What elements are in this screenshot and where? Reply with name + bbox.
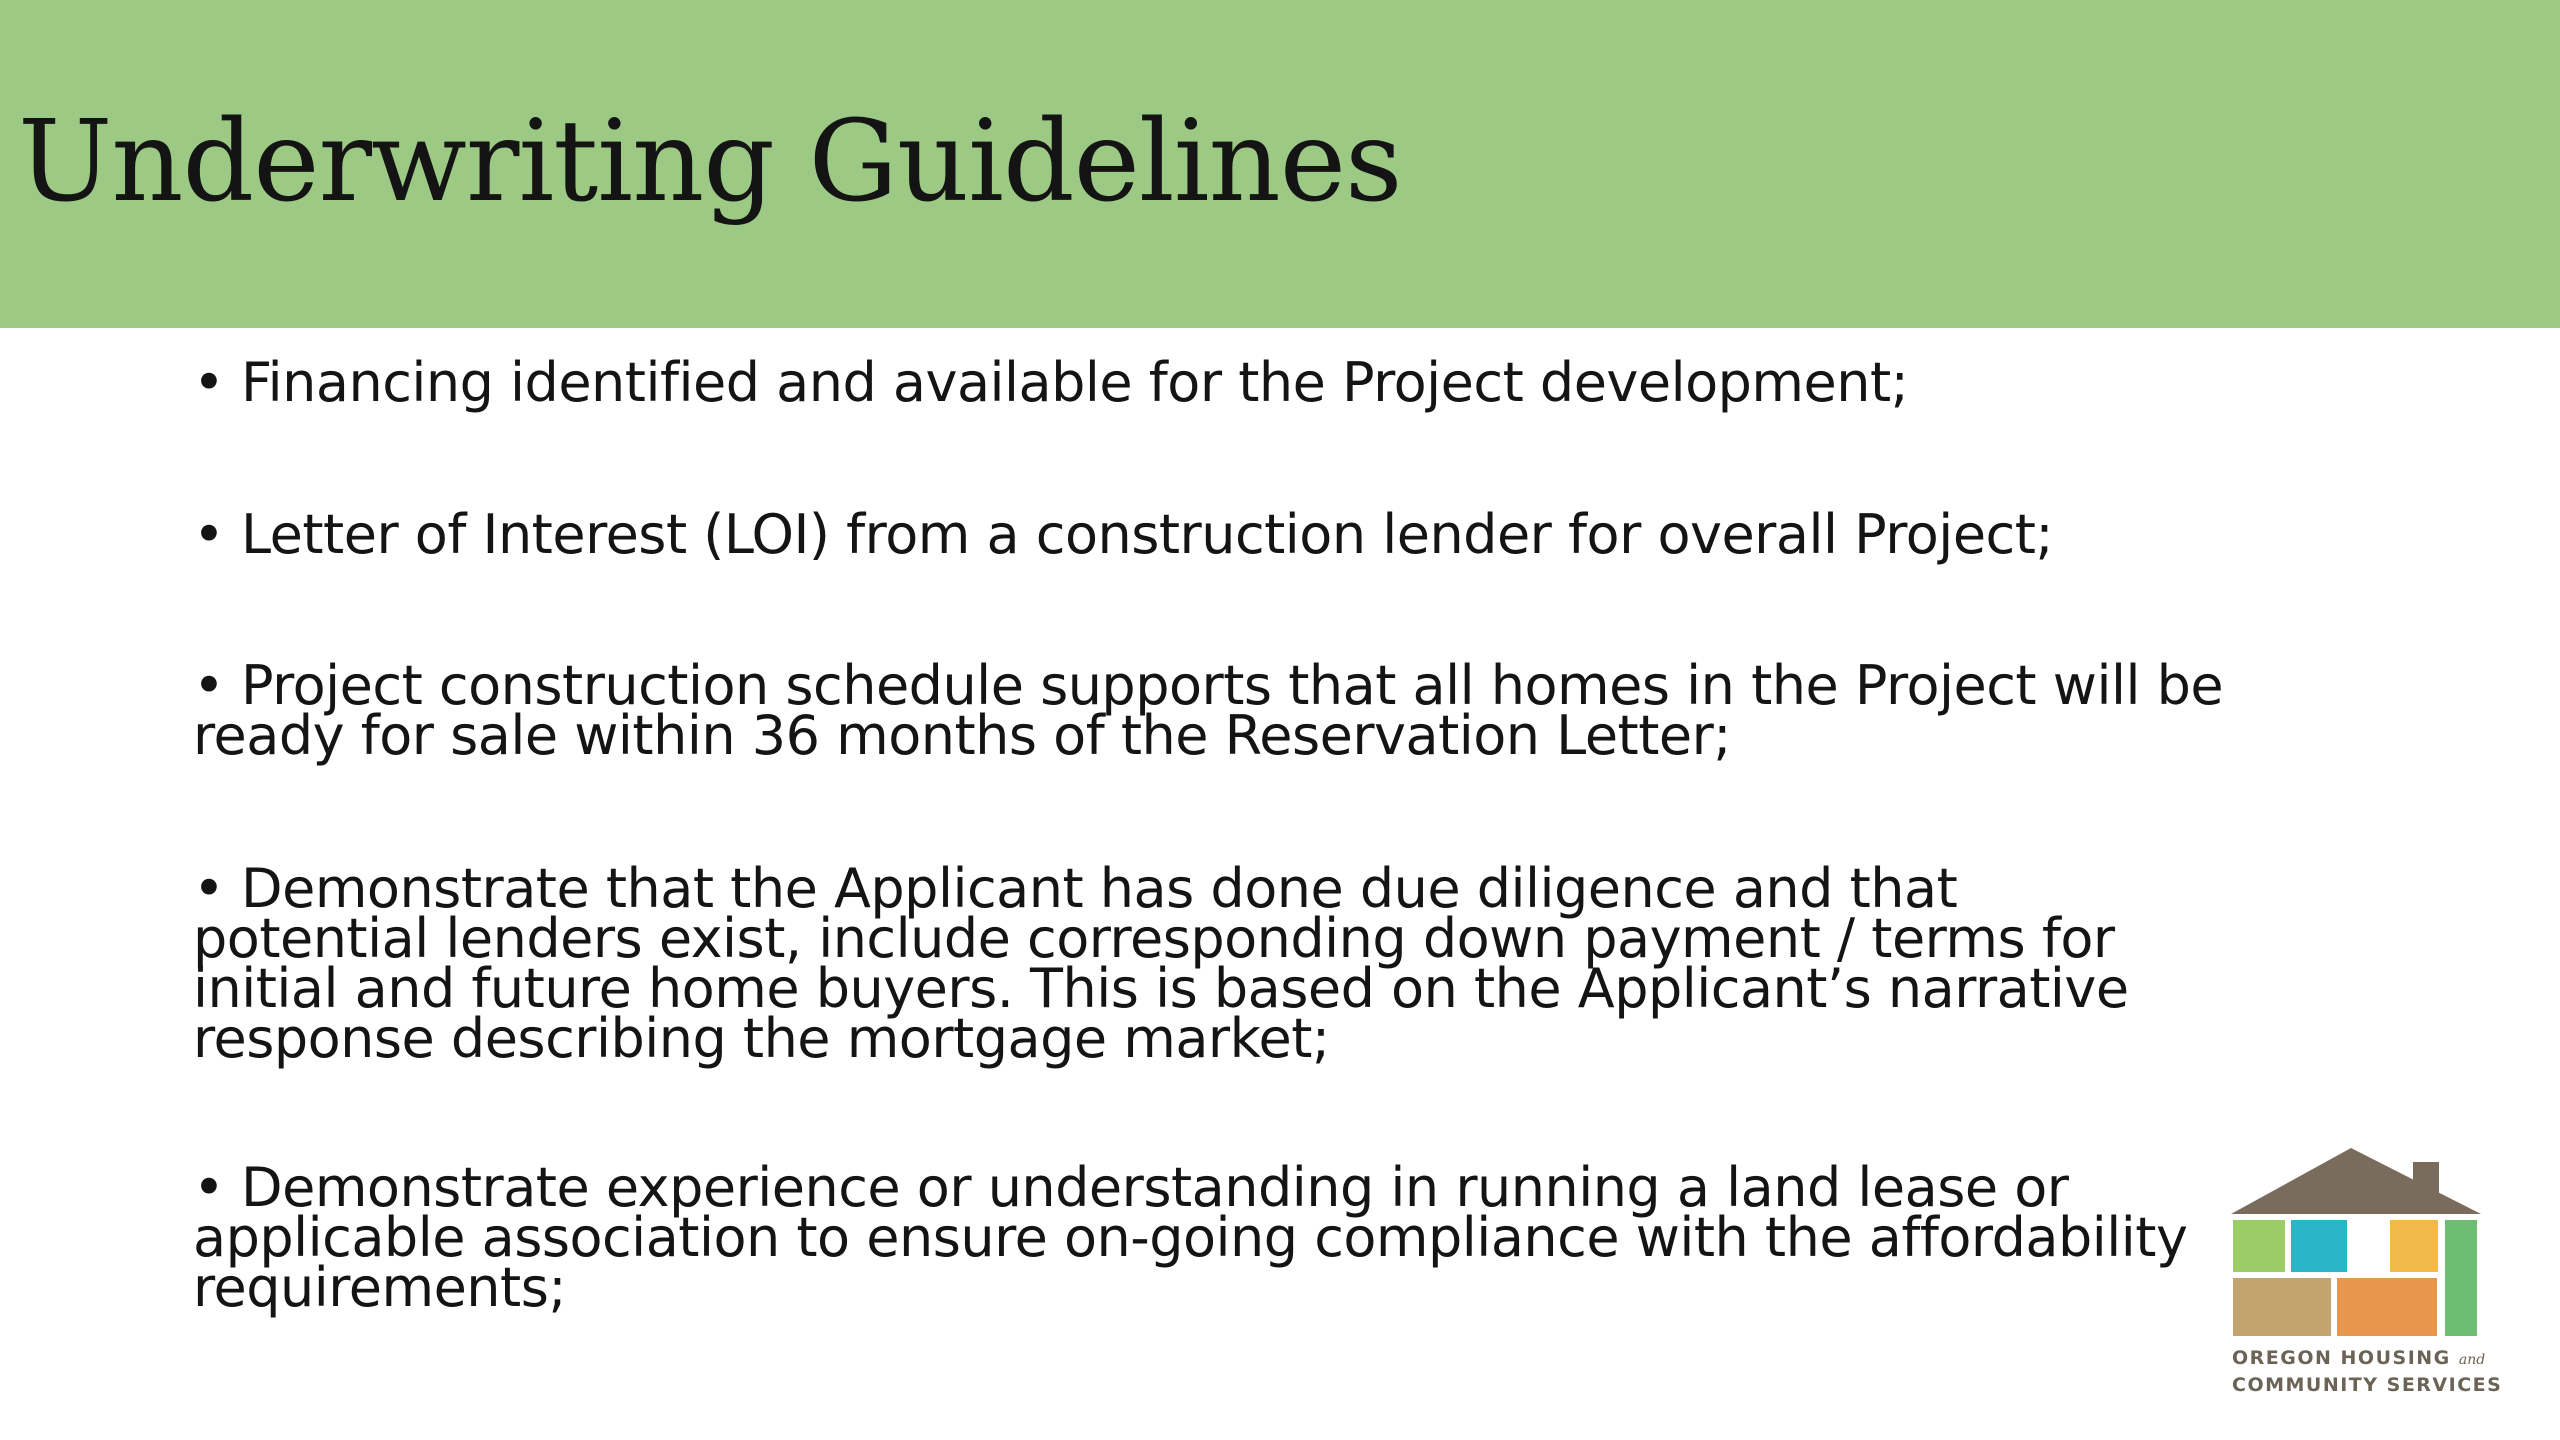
bullet-item: • Financing identified and available for the Project development; <box>193 351 1909 414</box>
logo-block-tan <box>2233 1278 2331 1336</box>
logo-roof <box>2231 1148 2481 1214</box>
bullet-item: • Demonstrate experience or understanding in running a land lease or applicable association to ensure on-going compliance with the affordability requirements; <box>193 1156 2188 1319</box>
logo-block-teal <box>2291 1220 2347 1272</box>
logo-wordmark <box>2232 1346 2532 1398</box>
logo-block-green-small <box>2233 1220 2285 1272</box>
logo-block-yellow <box>2390 1220 2438 1272</box>
bullet-item: • Letter of Interest (LOI) from a construction lender for overall Project; <box>193 503 2054 566</box>
bullet-item: • Project construction schedule supports that all homes in the Project will be ready for sale within 36 months of the Reservation Letter; <box>193 654 2224 767</box>
slide-title: Underwriting Guidelines <box>18 97 1402 227</box>
logo-name-line2: COMMUNITY SERVICES <box>2232 1374 2503 1396</box>
logo-block-green-tall <box>2445 1220 2477 1336</box>
logo-name-and: and <box>2458 1352 2486 1368</box>
bullet-item: • Demonstrate that the Applicant has done due diligence and that potential lenders exist, include corresponding down payment / terms for initial and future home buyers. This is based on the Applicant’s narrative response describing the mortgage market; <box>193 857 2129 1070</box>
logo-name-line1: OREGON HOUSING <box>2232 1347 2451 1369</box>
logo-line-1 <box>2232 1346 2532 1373</box>
logo-block-orange <box>2337 1278 2437 1336</box>
logo-chimney <box>2413 1162 2439 1196</box>
